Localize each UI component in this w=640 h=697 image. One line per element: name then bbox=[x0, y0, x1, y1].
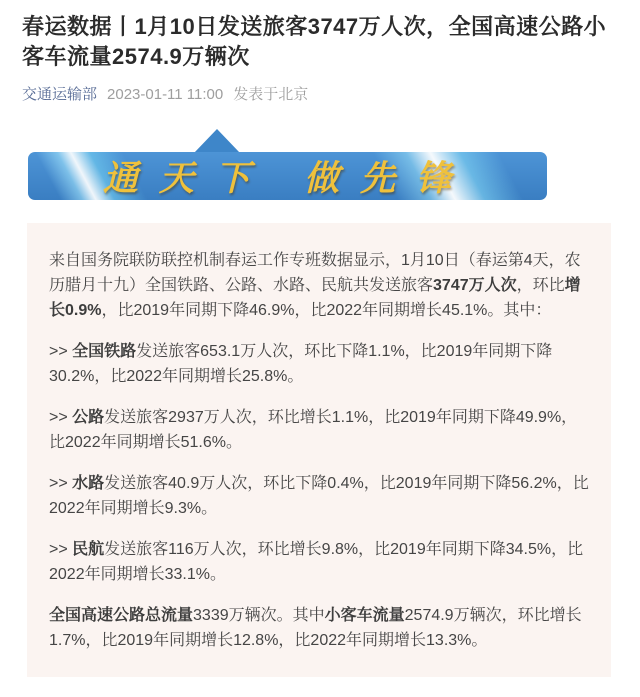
text-run: 发送旅客2937万人次，环比增长1.1%，比2019年同期下降49.9%，比2022年同期增长51.6%。 bbox=[49, 409, 578, 451]
text-run: 发送旅客653.1万人次，环比下降1.1%，比2019年同期下降30.2%，比2022年同期增长25.8%。 bbox=[49, 343, 553, 385]
article-paragraph bbox=[49, 339, 589, 389]
text-run-bold: 增长0.9% bbox=[49, 277, 581, 319]
banner-slogan-text: 通天下 做先锋 bbox=[102, 157, 473, 199]
text-run-bold: 小客车流量 bbox=[324, 607, 405, 624]
text-run-bold: 民航 bbox=[72, 541, 105, 558]
text-run: ，比2019年同期下降46.9%，比2022年同期增长45.1%。其中： bbox=[101, 302, 552, 319]
publish-location: 发表于北京 bbox=[233, 86, 309, 103]
article-body bbox=[27, 223, 611, 677]
text-run: >> bbox=[49, 475, 73, 492]
article-paragraph bbox=[49, 471, 589, 521]
article-paragraph bbox=[49, 405, 589, 455]
text-run: ，环比 bbox=[516, 277, 565, 294]
slogan-banner bbox=[28, 152, 547, 200]
text-run: >> bbox=[49, 409, 73, 426]
article-paragraph bbox=[49, 603, 589, 653]
text-run: 2574.9万辆次，环比增长1.7%，比2019年同期增长12.8%，比2022年同期增长13.3%。 bbox=[49, 607, 582, 649]
article-paragraph bbox=[49, 248, 589, 323]
text-run: >> bbox=[49, 541, 73, 558]
text-run: 3339万辆次。其中 bbox=[193, 607, 325, 624]
text-run: >> bbox=[49, 343, 73, 360]
account-name-link[interactable]: 交通运输部 bbox=[22, 86, 98, 103]
text-run: 发送旅客116万人次，环比增长9.8%，比2019年同期下降34.5%，比2022年同期增长33.1%。 bbox=[49, 541, 584, 583]
text-run-bold: 全国高速公路总流量 bbox=[49, 607, 194, 624]
byline bbox=[22, 85, 618, 105]
article-paragraph bbox=[49, 537, 589, 587]
text-run-bold: 全国铁路 bbox=[72, 343, 137, 360]
text-run: 发送旅客40.9万人次，环比下降0.4%，比2019年同期下降56.2%，比2022年同期增长9.3%。 bbox=[49, 475, 589, 517]
text-run-bold: 水路 bbox=[72, 475, 105, 492]
article-title: 春运数据丨1月10日发送旅客3747万人次，全国高速公路小客车流量2574.9万辆次 bbox=[22, 14, 607, 69]
publish-datetime: 2023-01-11 11:00 bbox=[107, 86, 224, 103]
banner-arrow-up-icon bbox=[194, 129, 240, 153]
banner-band bbox=[28, 152, 547, 200]
text-run-bold: 公路 bbox=[72, 409, 105, 426]
text-run-bold: 3747万人次 bbox=[433, 277, 517, 294]
text-run: 来自国务院联防联控机制春运工作专班数据显示，1月10日（春运第4天，农历腊月十九）全国铁路、公路、水路、民航共发送旅客 bbox=[49, 252, 581, 294]
